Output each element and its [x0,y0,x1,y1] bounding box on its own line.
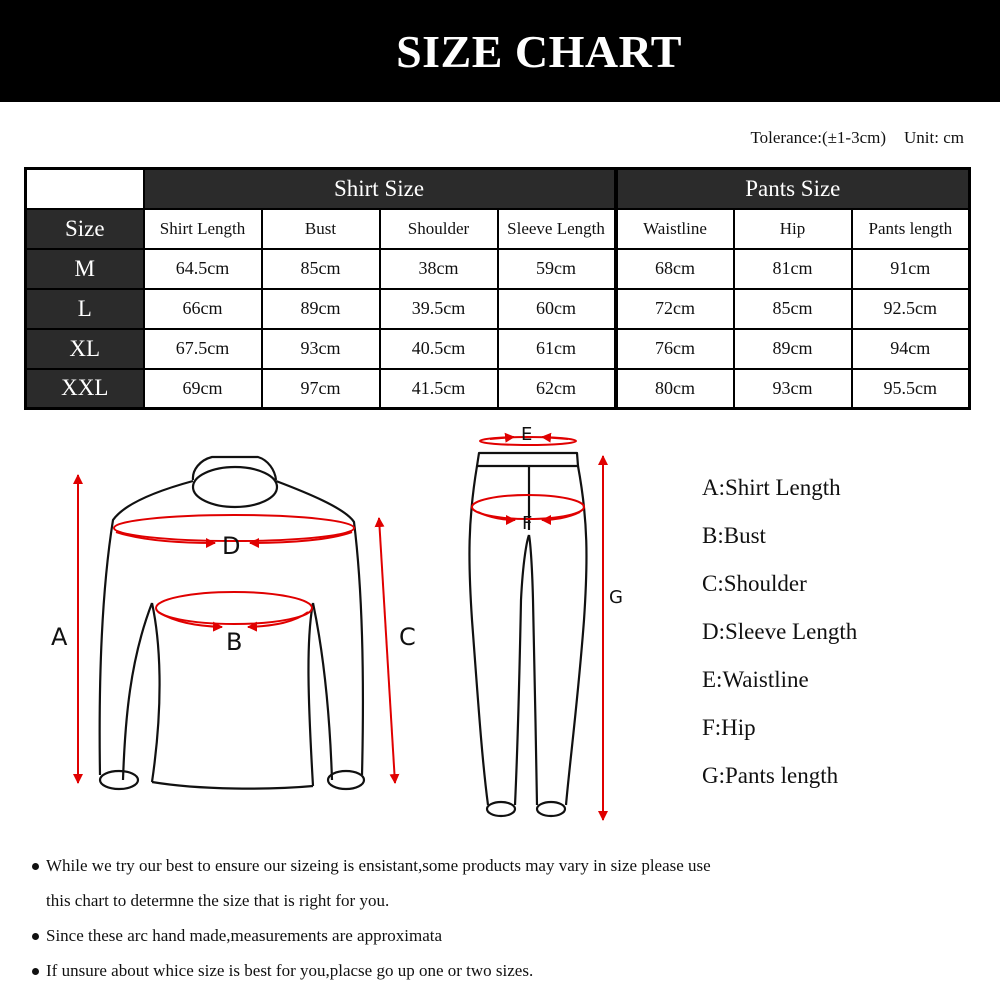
table-cell: 39.5cm [380,289,498,329]
column-header-waistline: Waistline [616,209,734,249]
table-row [26,249,970,289]
table-row [26,289,970,329]
note-text: While we try our best to ensure our sizeing is ensistant,some products may vary in size please use [46,856,711,875]
note-text: If unsure about whice size is best for you,placse go up one or two sizes. [46,961,534,980]
corner-cell [26,169,144,209]
table-cell: 94cm [852,329,970,369]
table-cell: 93cm [262,329,380,369]
unit-text: Unit: cm [904,128,964,147]
size-table [24,167,971,410]
label-a: A [51,623,68,651]
measurement-legend [702,472,857,808]
label-f: F [522,513,533,534]
table-row [26,329,970,369]
column-header-row [26,209,970,249]
table-cell: 81cm [734,249,852,289]
table-cell: 64.5cm [144,249,262,289]
column-header-sleeve-length: Sleeve Length [498,209,616,249]
table-cell: 97cm [262,369,380,409]
table-cell: 85cm [262,249,380,289]
pants-illustration [469,453,586,816]
tolerance-text: Tolerance:(±1-3cm) [750,128,887,147]
table-cell: 41.5cm [380,369,498,409]
table-cell: 40.5cm [380,329,498,369]
table-cell: 92.5cm [852,289,970,329]
label-b: B [226,628,243,656]
table-cell: 69cm [144,369,262,409]
legend-item: B:Bust [702,523,766,548]
column-header-hip: Hip [734,209,852,249]
note-text: Since these arc hand made,measurements are approximata [46,926,443,945]
label-e: E [521,424,533,445]
row-size-label: L [26,289,144,329]
group-header-pants: Pants Size [616,169,970,209]
note-text: this chart to determne the size that is right for you. [46,891,390,910]
table-cell: 89cm [262,289,380,329]
table-cell: 72cm [616,289,734,329]
table-cell: 91cm [852,249,970,289]
table-row [26,369,970,409]
column-header-shoulder: Shoulder [380,209,498,249]
column-header-pants-length: Pants length [852,209,970,249]
page-title: SIZE CHART [396,25,682,77]
label-d: D [222,532,241,560]
table-cell: 38cm [380,249,498,289]
row-size-label: XXL [26,369,144,409]
table-cell: 68cm [616,249,734,289]
note-item [28,918,988,953]
notes-list [28,848,988,988]
legend-item: C:Shoulder [702,571,807,596]
label-g: G [609,587,623,608]
group-header-row [26,169,970,209]
note-item [28,953,988,988]
table-cell: 95.5cm [852,369,970,409]
label-c: C [399,623,416,651]
table-cell: 80cm [616,369,734,409]
group-header-shirt: Shirt Size [144,169,616,209]
legend-item: A:Shirt Length [702,475,841,500]
table-cell: 89cm [734,329,852,369]
table-cell: 61cm [498,329,616,369]
note-item [28,848,988,883]
measurement-diagram [0,415,690,835]
column-header-shirt-length: Shirt Length [144,209,262,249]
note-item-continuation [28,883,988,918]
header-banner [0,0,1000,102]
measurement-meta [750,128,964,148]
legend-item: F:Hip [702,715,756,740]
table-cell: 67.5cm [144,329,262,369]
table-cell: 93cm [734,369,852,409]
column-header-bust: Bust [262,209,380,249]
bullet-icon [32,968,39,975]
table-cell: 60cm [498,289,616,329]
bullet-icon [32,863,39,870]
table-cell: 85cm [734,289,852,329]
legend-item: D:Sleeve Length [702,619,858,644]
bullet-icon [32,933,39,940]
legend-item: E:Waistline [702,667,809,692]
table-cell: 62cm [498,369,616,409]
size-column-header: Size [26,209,144,249]
table-cell: 59cm [498,249,616,289]
row-size-label: M [26,249,144,289]
table-cell: 76cm [616,329,734,369]
legend-item: G:Pants length [702,763,839,788]
table-cell: 66cm [144,289,262,329]
row-size-label: XL [26,329,144,369]
